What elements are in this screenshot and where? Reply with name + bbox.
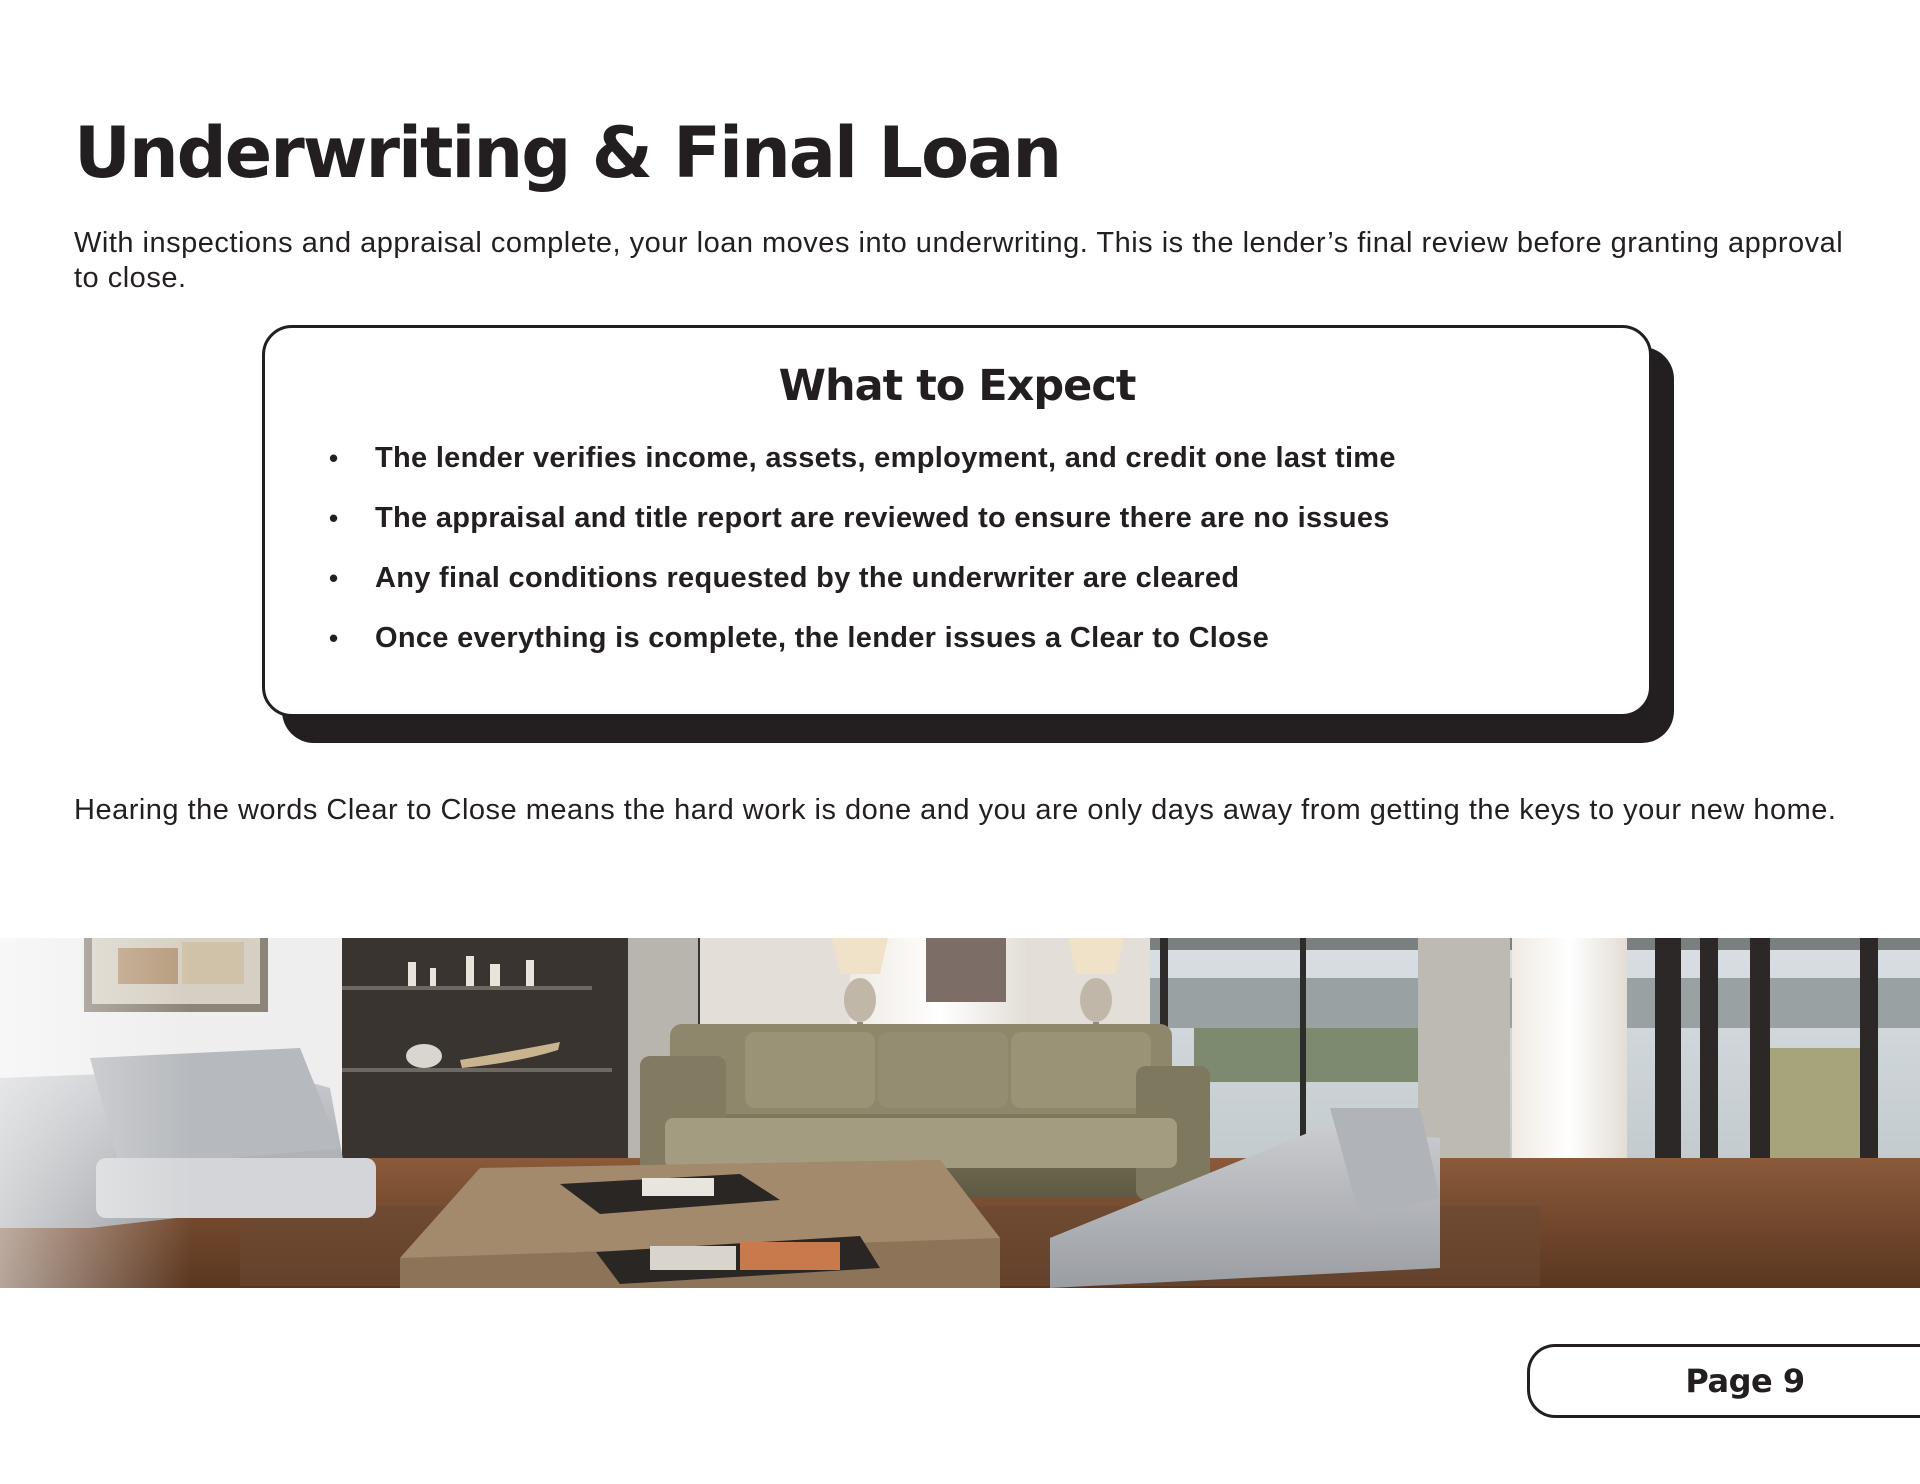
intro-paragraph: With inspections and appraisal complete, your loan moves into underwriting. This is the lender’s final review before granting approval to close. — [74, 227, 1844, 294]
page-number: Page 9 — [1685, 1362, 1805, 1400]
list-item-text: The lender verifies income, assets, employment, and credit one last time — [375, 442, 1396, 474]
list-item — [265, 500, 1396, 560]
what-to-expect-callout — [262, 325, 1676, 745]
list-item — [265, 440, 1396, 500]
callout-heading: What to Expect — [778, 361, 1136, 411]
bullet-icon: • — [329, 563, 339, 593]
bullet-icon: • — [329, 443, 339, 473]
list-item-text: Once everything is complete, the lender issues a Clear to Close — [375, 622, 1270, 654]
expect-list — [325, 440, 1396, 680]
bullet-icon: • — [329, 503, 339, 533]
closing-paragraph: Hearing the words Clear to Close means the hard work is done and you are only days away from getting the keys to your new home. — [74, 794, 1837, 826]
page-number-tab — [1527, 1344, 1920, 1418]
bullet-icon: • — [329, 623, 339, 653]
list-item — [265, 620, 1396, 680]
living-room-photo — [0, 938, 1920, 1288]
list-item-text: The appraisal and title report are reviewed to ensure there are no issues — [375, 502, 1390, 534]
page-title: Underwriting & Final Loan — [74, 112, 1061, 194]
callout-card — [262, 325, 1652, 717]
list-item — [265, 560, 1396, 620]
list-item-text: Any final conditions requested by the underwriter are cleared — [375, 562, 1240, 594]
